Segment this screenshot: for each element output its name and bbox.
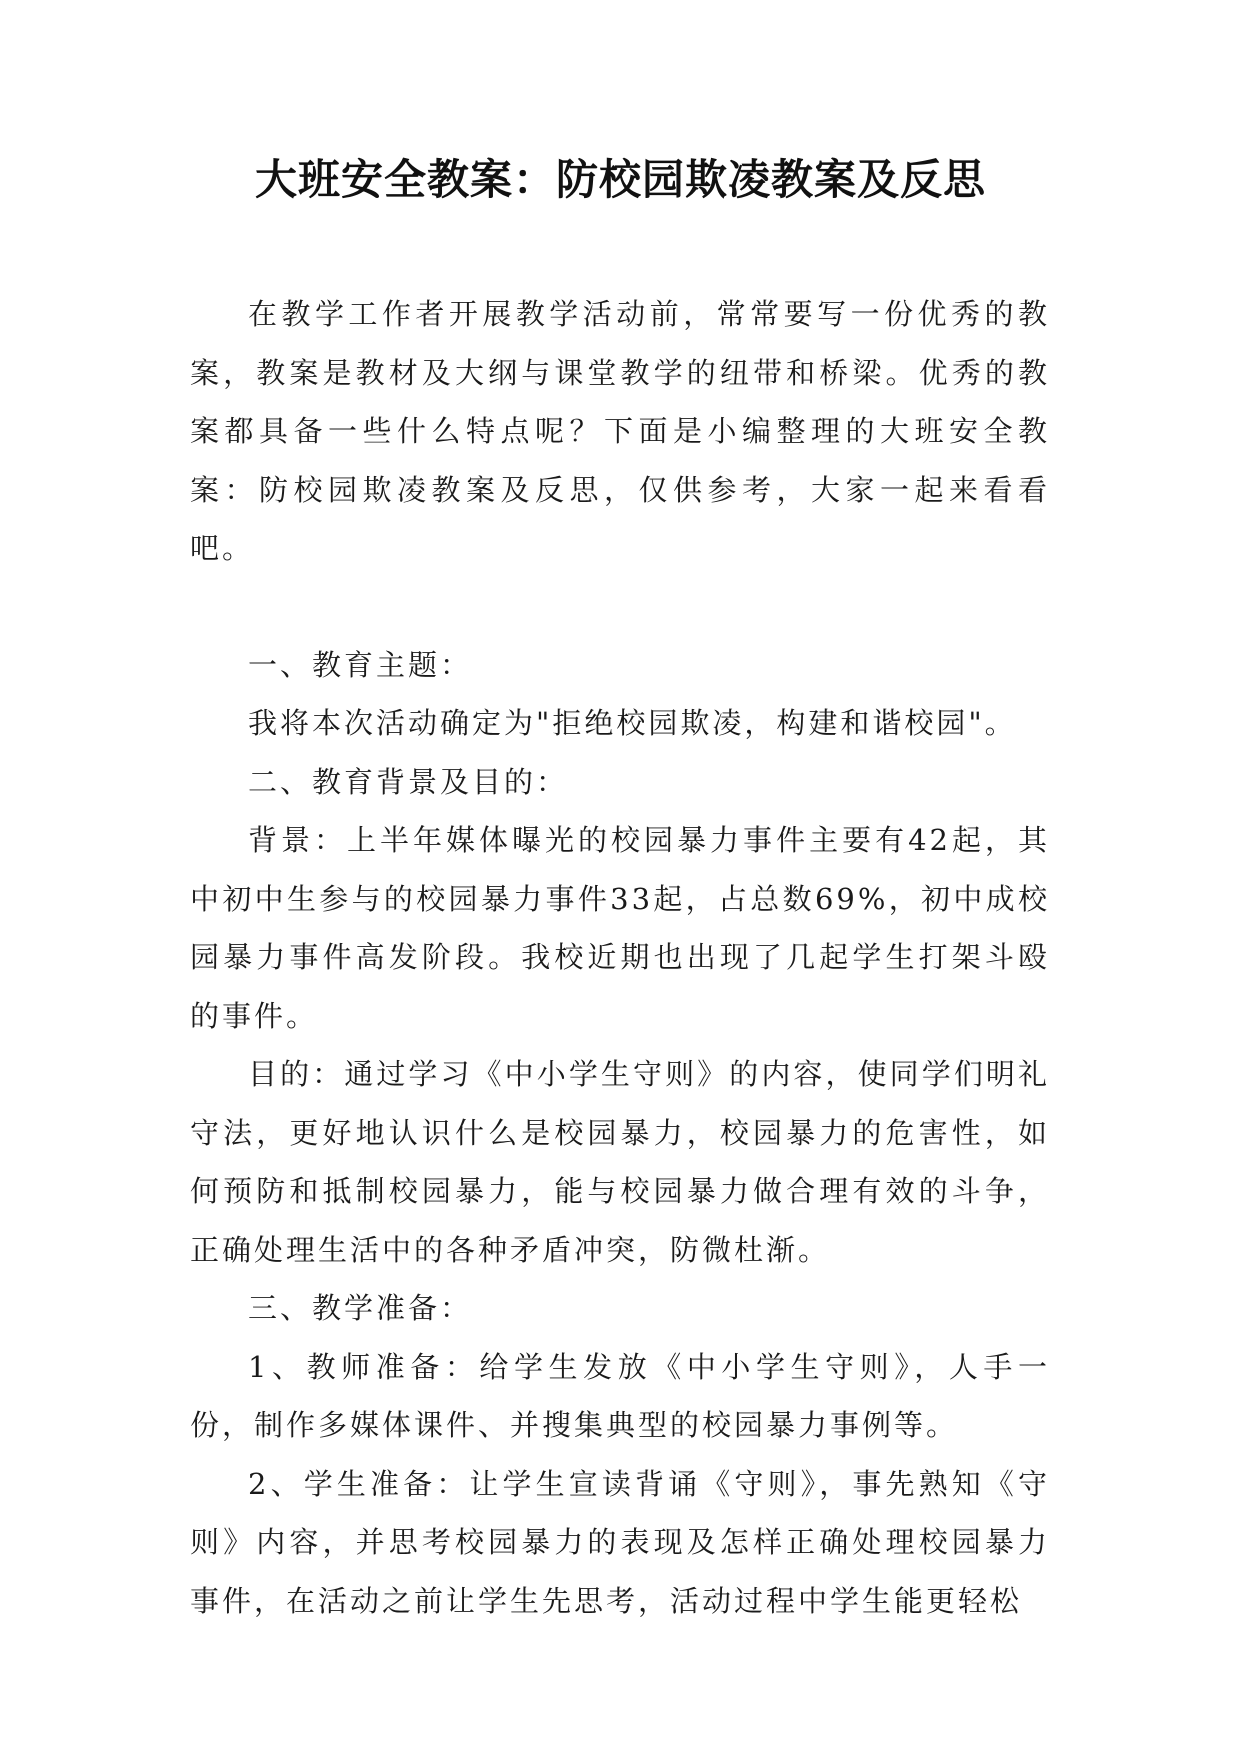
paragraph-spacer — [190, 578, 1050, 636]
student-preparation-paragraph: 2、学生准备：让学生宣读背诵《守则》，事先熟知《守则》内容，并思考校园暴力的表现及怎样正确处理校园暴力事件，在活动之前让学生先思考，活动过程中学生能更轻松 — [190, 1466, 1050, 1618]
purpose-paragraph: 目的：通过学习《中小学生守则》的内容，使同学们明礼守法，更好地认识什么是校园暴力，校园暴力的危害性，如何预防和抵制校园暴力，能与校园暴力做合理有效的斗争，正确处理生活中的各种矛盾冲突，防微杜渐。 — [190, 1057, 1050, 1267]
section-heading-background: 二、教育背景及目的： — [248, 764, 569, 799]
teacher-preparation-paragraph: 1、教师准备：给学生发放《中小学生守则》，人手一份，制作多媒体课件、并搜集典型的校园暴力事例等。 — [190, 1349, 1050, 1442]
intro-paragraph: 在教学工作者开展教学活动前，常常要写一份优秀的教案，教案是教材及大纲与课堂教学的纽带和桥梁。优秀的教案都具备一些什么特点呢？下面是小编整理的大班安全教案：防校园欺凌教案及反思，仅供参考，大家一起来看看吧。 — [190, 297, 1050, 565]
document-body — [190, 285, 1050, 1630]
background-paragraph: 背景：上半年媒体曝光的校园暴力事件主要有42起，其中初中生参与的校园暴力事件33起，占总数69%，初中成校园暴力事件高发阶段。我校近期也出现了几起学生打架斗殴的事件。 — [190, 823, 1050, 1033]
document-title: 大班安全教案：防校园欺凌教案及反思 — [254, 155, 986, 204]
section-heading-preparation: 三、教学准备： — [248, 1291, 473, 1325]
theme-paragraph: 我将本次活动确定为"拒绝校园欺凌，构建和谐校园"。 — [248, 706, 1017, 740]
section-heading-theme: 一、教育主题： — [248, 647, 473, 682]
